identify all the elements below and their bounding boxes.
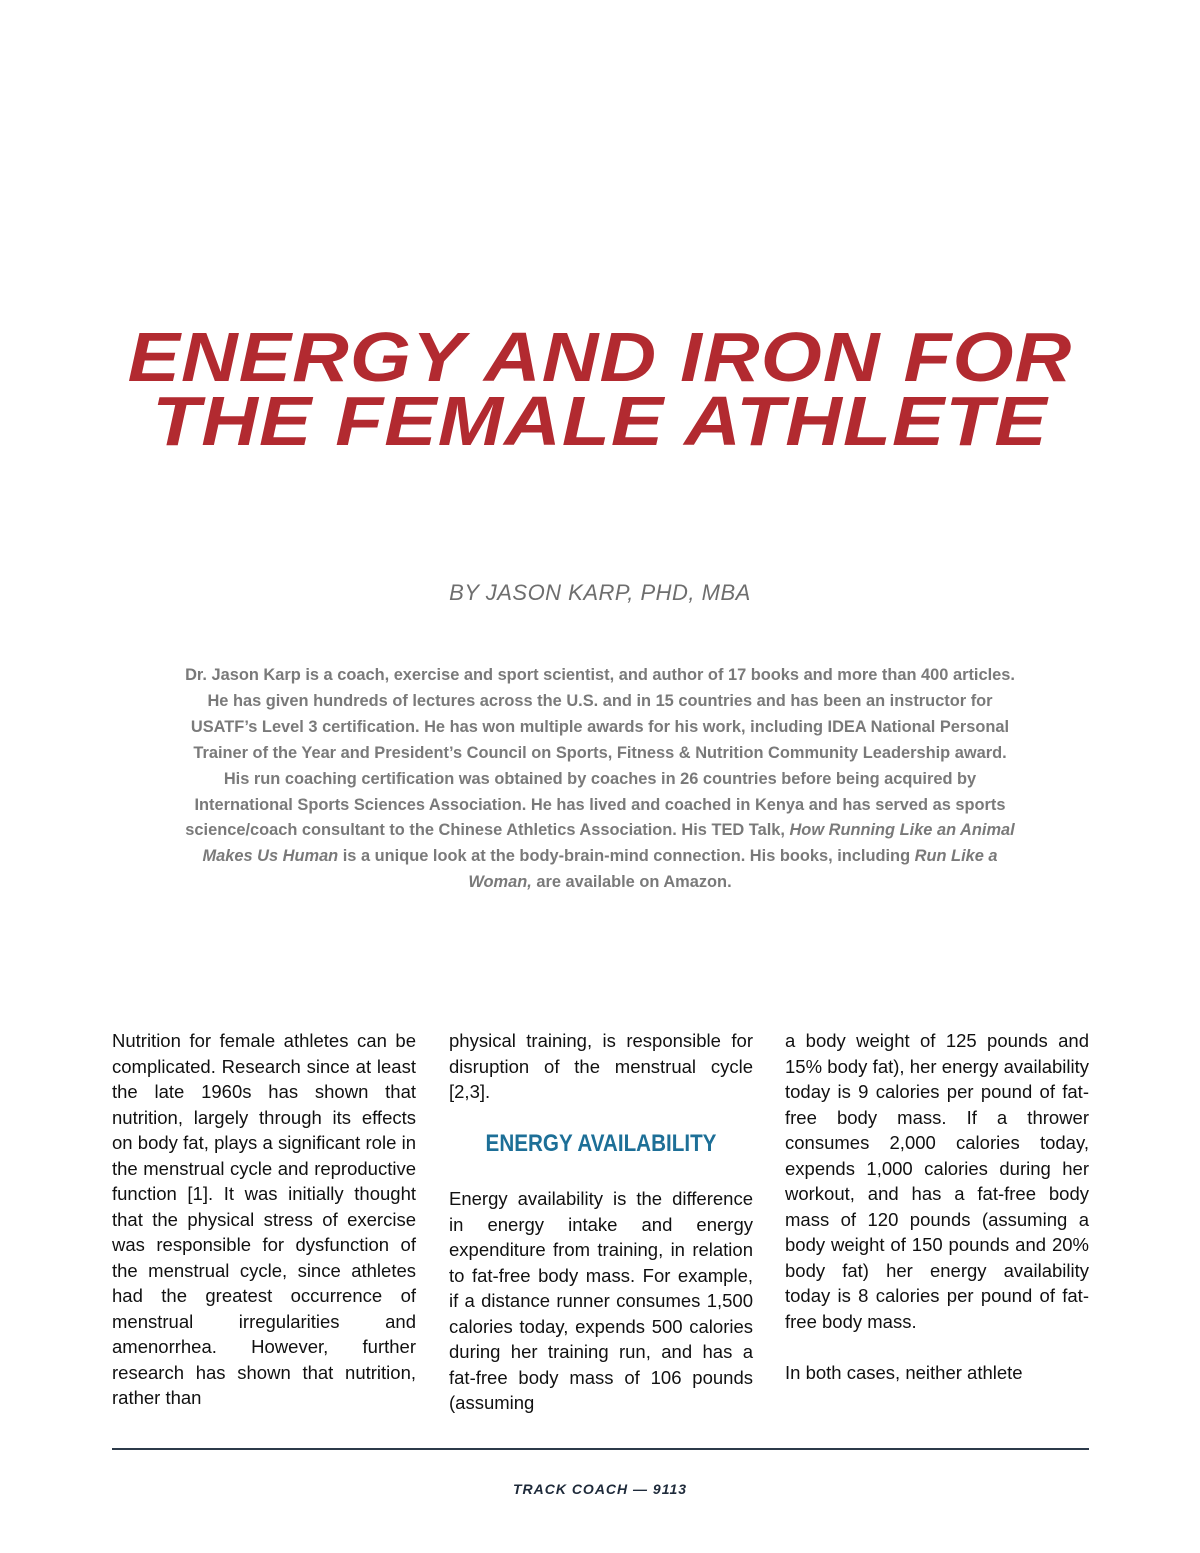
article-title (0, 318, 1200, 460)
body-paragraph: Energy availability is the difference in energy intake and energy expenditure from training, in relation to fat-free body mass. For example, if a distance runner consumes 1,500 calories today, expends 500 calories during her training run, and has a fat-free body mass of 106 pounds (assuming (449, 1188, 753, 1413)
author-bio (180, 663, 1020, 896)
footer-rule (112, 1448, 1089, 1450)
body-column-3 (785, 1028, 1089, 1385)
body-paragraph: In both cases, neither athlete (785, 1361, 1023, 1383)
section-heading: ENERGY AVAILABILITY (485, 1129, 717, 1157)
page-footer: TRACK COACH — 9113 (512, 1481, 688, 1497)
article-title-line-1: ENERGY AND IRON FOR (127, 318, 1073, 396)
body-paragraph: physical training, is responsible for disruption of the menstrual cycle [2,3]. (449, 1030, 753, 1102)
ted-talk-title: How Running Like an Animal Makes Us Human (202, 821, 1015, 866)
book-title: Run Like a Woman, (468, 847, 998, 892)
author-bio-text-2: is a unique look at the body-brain-mind connection. His books, including (338, 847, 915, 866)
byline: BY JASON KARP, PHD, MBA (449, 580, 751, 605)
paragraph-gap (785, 1334, 1089, 1360)
body-column-1 (112, 1028, 416, 1411)
body-column-2 (449, 1028, 753, 1416)
body-paragraph: a body weight of 125 pounds and 15% body fat), her energy availability today is 9 calories per pound of fat-free body mass. If a thrower consumes 2,000 calories today, expends 1,000 calories during her workout, and has a fat-free body mass of 120 pounds (assuming a body weight of 150 pounds and 20% body fat) her energy availability today is 8 calories per pound of fat-free body mass. (785, 1030, 1089, 1332)
article-title-line-2: THE FEMALE ATHLETE (152, 382, 1048, 460)
author-bio-text-3: are available on Amazon. (531, 873, 732, 892)
body-paragraph: Nutrition for female athletes can be complicated. Research since at least the late 1960s has shown that nutrition, largely through its effects on body fat, plays a significant role in the menstrual cycle and reproductive function [1]. It was initially thought that the physical stress of exercise was responsible for dysfunction of the menstrual cycle, since athletes had the greatest occurrence of menstrual irregularities and amenorrhea. However, further research has shown that nutrition, rather than (112, 1030, 416, 1408)
author-bio-text-1: Dr. Jason Karp is a coach, exercise and sport scientist, and author of 17 books and more than 400 articles. He has given hundreds of lectures across the U.S. and in 15 countries and has been an instructor for USATF’s Level 3 certification. He has won multiple awards for his work, including IDEA National Personal Trainer of the Year and President’s Council on Sports, Fitness & Nutrition Community Leadership award. His run coaching certification was obtained by coaches in 26 countries before being acquired by International Sports Sciences Association. He has lived and coached in Kenya and has served as sports science/coach consultant to the Chinese Athletics Association. His TED Talk, (185, 666, 1015, 840)
